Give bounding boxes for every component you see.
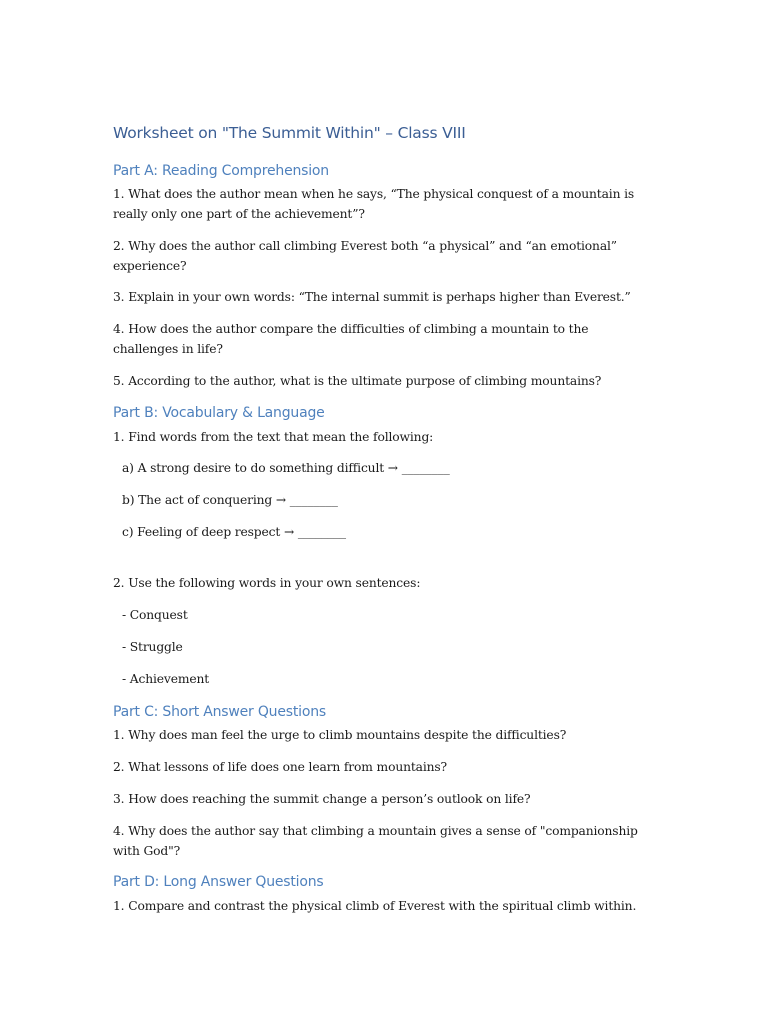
worksheet-title: Worksheet on "The Summit Within" – Class VIII bbox=[113, 124, 466, 142]
part-b-item-a: a) A strong desire to do something difficult → ________ bbox=[122, 461, 450, 475]
part-b-word-struggle: - Struggle bbox=[122, 640, 183, 654]
part-a-question-3: 3. Explain in your own words: “The internal summit is perhaps higher than Everest.” bbox=[113, 290, 631, 304]
part-a-heading: Part A: Reading Comprehension bbox=[113, 163, 329, 179]
part-c-question-2: 2. What lessons of life does one learn from mountains? bbox=[113, 760, 447, 774]
part-a-question-1: 1. What does the author mean when he says, “The physical conquest of a mountain is really only one part of the achievement”? bbox=[113, 187, 635, 221]
part-b-item-b: b) The act of conquering → ________ bbox=[122, 493, 338, 507]
part-b-item-c: c) Feeling of deep respect → ________ bbox=[122, 525, 346, 539]
part-b-word-conquest: - Conquest bbox=[122, 608, 188, 622]
part-a-question-4: 4. How does the author compare the difficulties of climbing a mountain to the challenges in life? bbox=[113, 322, 589, 356]
part-c-question-3: 3. How does reaching the summit change a person’s outlook on life? bbox=[113, 792, 531, 806]
part-a-question-5: 5. According to the author, what is the ultimate purpose of climbing mountains? bbox=[113, 374, 602, 388]
part-b-question-1: 1. Find words from the text that mean the following: bbox=[113, 430, 434, 444]
part-c-heading: Part C: Short Answer Questions bbox=[113, 704, 326, 720]
part-a-question-2: 2. Why does the author call climbing Everest both “a physical” and “an emotional” experience? bbox=[113, 239, 617, 273]
part-c-question-1: 1. Why does man feel the urge to climb mountains despite the difficulties? bbox=[113, 728, 567, 742]
part-b-word-achievement: - Achievement bbox=[122, 672, 210, 686]
part-b-question-2: 2. Use the following words in your own sentences: bbox=[113, 576, 421, 590]
part-d-question-1: 1. Compare and contrast the physical climb of Everest with the spiritual climb within. bbox=[113, 899, 637, 913]
part-d-heading: Part D: Long Answer Questions bbox=[113, 874, 324, 890]
part-c-question-4: 4. Why does the author say that climbing a mountain gives a sense of "companionship with God"? bbox=[113, 824, 638, 858]
part-b-heading: Part B: Vocabulary & Language bbox=[113, 405, 325, 421]
